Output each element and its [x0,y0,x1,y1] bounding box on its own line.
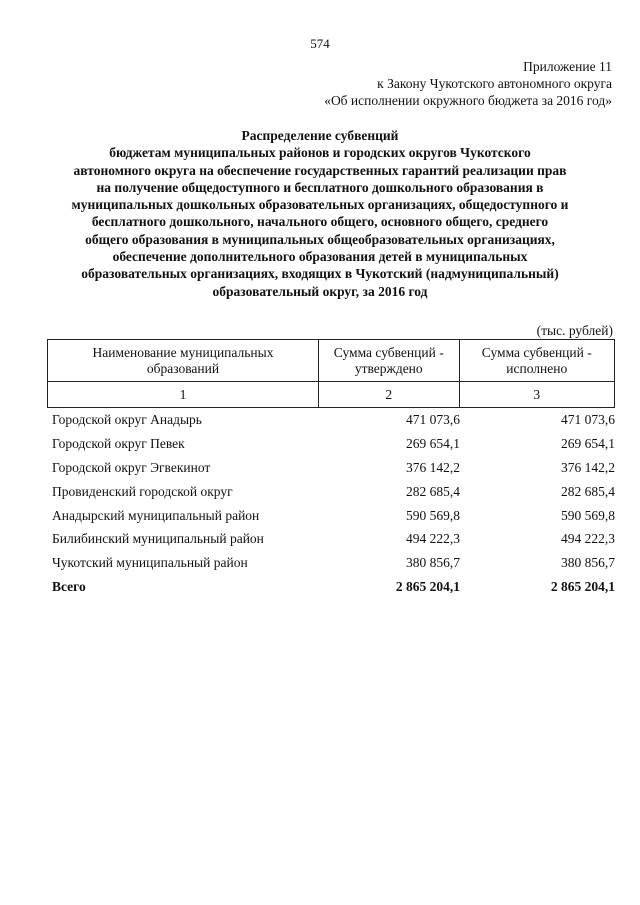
appendix-header [324,58,612,109]
title-line: образовательных организациях, входящих в Чукотский (надмуниципальный) [81,266,559,282]
document-title [44,127,596,300]
executed-amount: 380 856,7 [561,555,615,571]
header-approved [318,340,459,382]
total-approved: 2 865 204,1 [395,579,460,595]
approved-amount: 590 569,8 [406,507,460,523]
table-row [52,480,615,504]
title-line: на получение общедоступного и бесплатного дошкольного образования в [96,179,544,195]
header-text: исполнено [506,360,568,376]
page-number: 574 [310,36,330,51]
appendix-line-2: к Закону Чукотского автономного округа [377,76,612,91]
executed-amount: 590 569,8 [561,507,615,523]
approved-amount: 380 856,7 [406,555,460,571]
title-line: бюджетам муниципальных районов и городских округов Чукотского [109,145,531,161]
header-text: Наименование муниципальных [92,344,274,360]
title-line: обеспечение дополнительного образования детей в муниципальных [112,249,528,265]
header-row [48,340,615,382]
table-row [52,408,615,432]
municipality-name: Анадырский муниципальный район [52,507,260,523]
header-text: образований [146,360,220,376]
header-text: Сумма субвенций - [333,344,444,360]
municipality-name: Городской округ Эгвекинот [52,459,211,475]
table-row [52,432,615,456]
table-row [52,504,615,528]
column-number: 2 [318,382,459,408]
approved-amount: 471 073,6 [406,411,460,427]
municipality-name: Провиденский городской округ [52,483,233,499]
title-line: Распределение субвенций [241,128,399,143]
appendix-line-3: «Об исполнении окружного бюджета за 2016 год» [324,93,612,108]
title-line: образовательный округ, за 2016 год [212,283,428,299]
approved-amount: 282 685,4 [406,483,460,499]
table-row [52,527,615,551]
title-line: автономного округа на обеспечение государственных гарантий реализации прав [73,162,567,178]
table-row [52,551,615,575]
header-municipality [48,340,319,382]
municipality-name: Билибинский муниципальный район [52,531,264,547]
executed-amount: 376 142,2 [561,459,615,475]
column-number: 1 [48,382,319,408]
total-row [52,575,615,599]
title-line: общего образования в муниципальных общеобразовательных организациях, [85,231,555,247]
appendix-line-1: Приложение 11 [523,59,612,74]
municipality-name: Городской округ Певек [52,435,185,451]
header-executed [459,340,614,382]
header-text: Сумма субвенций - [481,344,592,360]
executed-amount: 282 685,4 [561,483,615,499]
approved-amount: 494 222,3 [406,531,460,547]
municipality-name: Чукотский муниципальный район [52,555,248,571]
executed-amount: 494 222,3 [561,531,615,547]
total-executed: 2 865 204,1 [550,579,615,595]
units-label: (тыс. рублей) [536,323,613,338]
approved-amount: 269 654,1 [406,435,460,451]
executed-amount: 269 654,1 [561,435,615,451]
title-line: муниципальных дошкольных образовательных организациях, общедоступного и [71,197,569,213]
data-table [52,408,615,599]
table-row [52,456,615,480]
municipality-name: Городской округ Анадырь [52,411,202,427]
header-text: утверждено [354,360,423,376]
total-label: Всего [52,579,86,595]
approved-amount: 376 142,2 [406,459,460,475]
executed-amount: 471 073,6 [561,411,615,427]
table-header [47,339,615,408]
column-number-row [48,382,615,408]
column-number: 3 [459,382,614,408]
title-line: бесплатного дошкольного, начального общего, основного общего, среднего [91,214,549,230]
